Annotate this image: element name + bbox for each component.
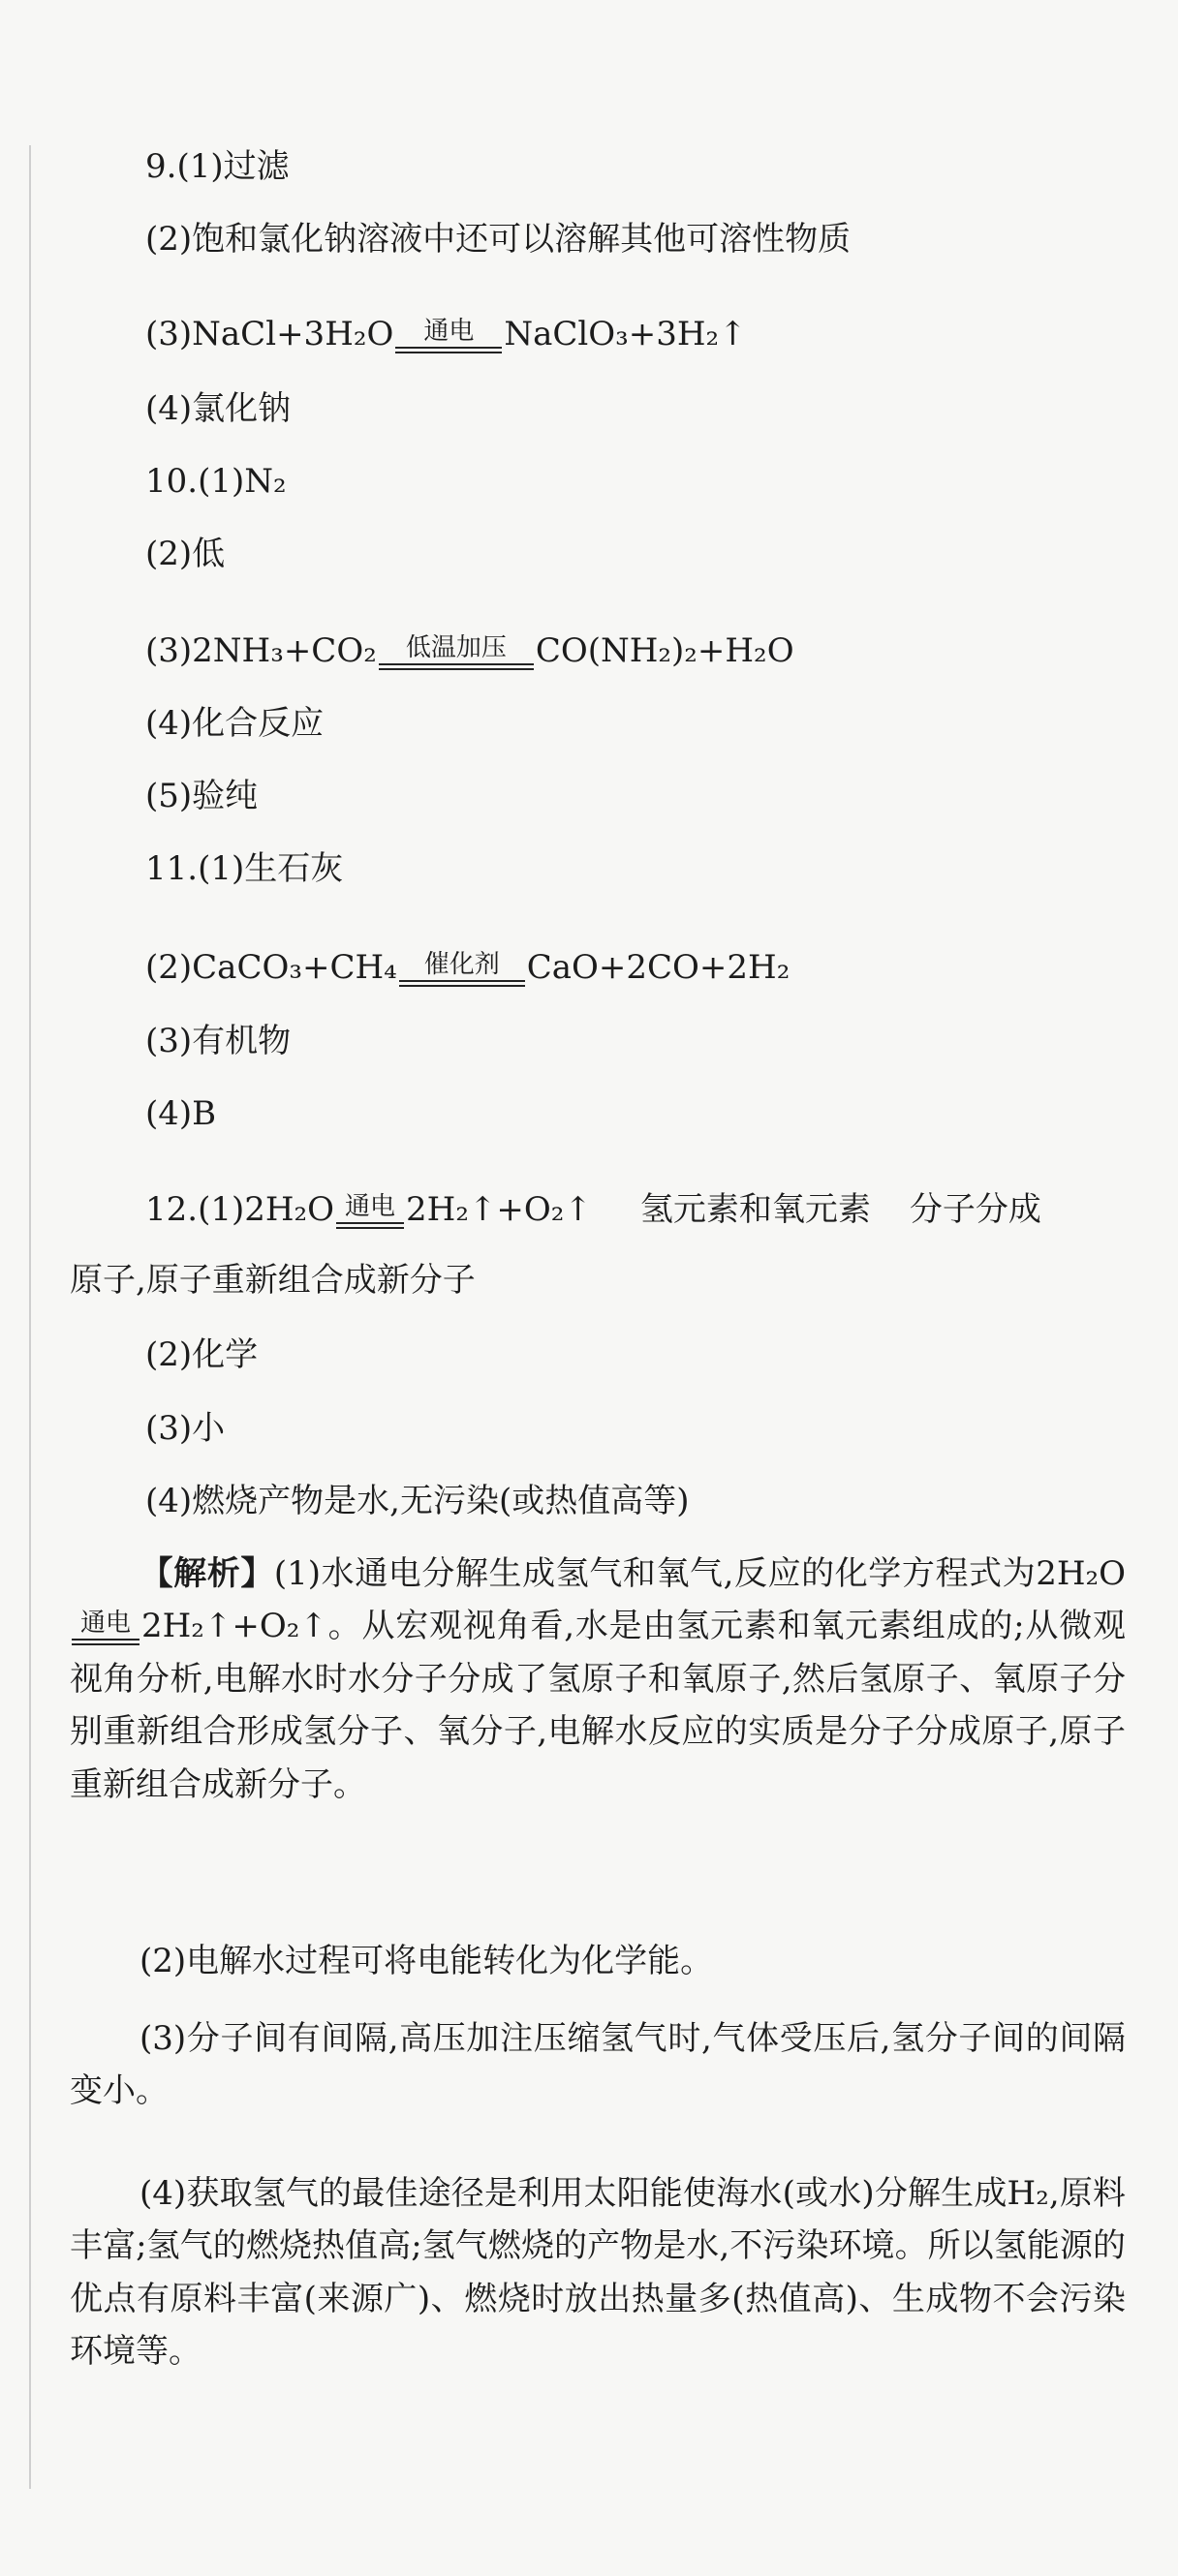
analysis-paragraph-1: 【解析】(1)水通电分解生成氢气和氧气,反应的化学方程式为2H₂O 通电 2H₂↑+O₂↑。从宏观视角看,水是由氢元素和氧元素组成的;从微观视角分析,电解水时水分子分成了氢原子和氧原子,然后氢原子、氧原子分别重新组合形成氢分子、氧分子,电解水反应的实质是分子分成原子,原子重新组合成新分子。 xyxy=(70,1554,1127,1804)
answer-10-1: 10.(1)N₂ xyxy=(145,462,287,501)
double-bar xyxy=(72,1639,140,1645)
answer-9-1: 9.(1)过滤 xyxy=(145,147,290,186)
answer-9-2: (2)饱和氯化钠溶液中还可以溶解其他可溶性物质 xyxy=(145,220,852,259)
double-bar xyxy=(399,980,525,987)
reaction-arrow xyxy=(399,952,525,987)
double-bar xyxy=(395,347,502,353)
equation-right: NaClO₃+3H₂↑ xyxy=(504,315,747,353)
answer-11-2 xyxy=(145,948,790,993)
answer-9-4: (4)氯化钠 xyxy=(145,389,292,428)
analysis-paragraph-3: (3)分子间有间隔,高压加注压缩氢气时,气体受压后,氢分子间的间隔变小。 xyxy=(70,2019,1126,2111)
answer-12-1-essence: 分子分成 xyxy=(909,1190,1041,1229)
equation-left: (2)CaCO₃+CH₄ xyxy=(145,948,397,987)
answer-12-1 xyxy=(145,1190,1041,1235)
answer-10-3 xyxy=(145,631,794,676)
double-bar xyxy=(379,663,534,670)
equation-right: CaO+2CO+2H₂ xyxy=(526,948,790,987)
equation-right: 2H₂↑+O₂↑ xyxy=(406,1190,592,1229)
margin-rule xyxy=(29,145,31,2489)
answer-10-2: (2)低 xyxy=(145,535,226,573)
reaction-arrow xyxy=(72,1610,140,1645)
answer-12-1-continued: 原子,原子重新组合成新分子 xyxy=(70,1261,476,1300)
answer-11-1: 11.(1)生石灰 xyxy=(145,849,344,888)
analysis-paragraph-2: (2)电解水过程可将电能转化为化学能。 xyxy=(140,1942,714,1980)
reaction-condition: 通电 xyxy=(423,317,475,346)
reaction-condition: 通电 xyxy=(345,1192,396,1221)
analysis-paragraph-4: (4)获取氢气的最佳途径是利用太阳能使海水(或水)分解生成H₂,原料丰富;氢气的燃烧热值高;氢气燃烧的产物是水,不污染环境。所以氢能源的优点有原料丰富(来源广)、燃烧时放出热量多(热值高)、生成物不会污染环境等。 xyxy=(70,2174,1126,2372)
equation-right: CO(NH₂)₂+H₂O xyxy=(535,631,794,670)
answer-10-4: (4)化合反应 xyxy=(145,704,325,743)
equation-left: 12.(1)2H₂O xyxy=(145,1190,335,1229)
answer-12-3: (3)小 xyxy=(145,1409,226,1448)
answer-12-4: (4)燃烧产物是水,无污染(或热值高等) xyxy=(145,1482,690,1520)
analysis-label: 【解析】 xyxy=(140,1554,274,1593)
equation-right: 2H₂↑+O₂↑。 xyxy=(141,1607,362,1646)
equation-left: (3)NaCl+3H₂O xyxy=(145,315,394,353)
reaction-arrow xyxy=(379,635,534,670)
answer-12-1-elements: 氢元素和氧元素 xyxy=(639,1190,871,1229)
reaction-arrow xyxy=(395,319,502,353)
answer-11-3: (3)有机物 xyxy=(145,1022,292,1060)
answer-10-5: (5)验纯 xyxy=(145,777,259,815)
answer-9-3 xyxy=(145,315,747,359)
equation-left: (3)2NH₃+CO₂ xyxy=(145,631,377,670)
answer-11-4: (4)B xyxy=(145,1094,217,1133)
answer-12-2: (2)化学 xyxy=(145,1335,259,1374)
reaction-condition: 低温加压 xyxy=(405,633,507,662)
reaction-condition: 通电 xyxy=(79,1609,131,1639)
reaction-condition: 催化剂 xyxy=(423,950,500,979)
double-bar xyxy=(336,1222,404,1229)
equation-left: 2H₂O xyxy=(1036,1554,1127,1593)
reaction-arrow xyxy=(336,1194,404,1229)
